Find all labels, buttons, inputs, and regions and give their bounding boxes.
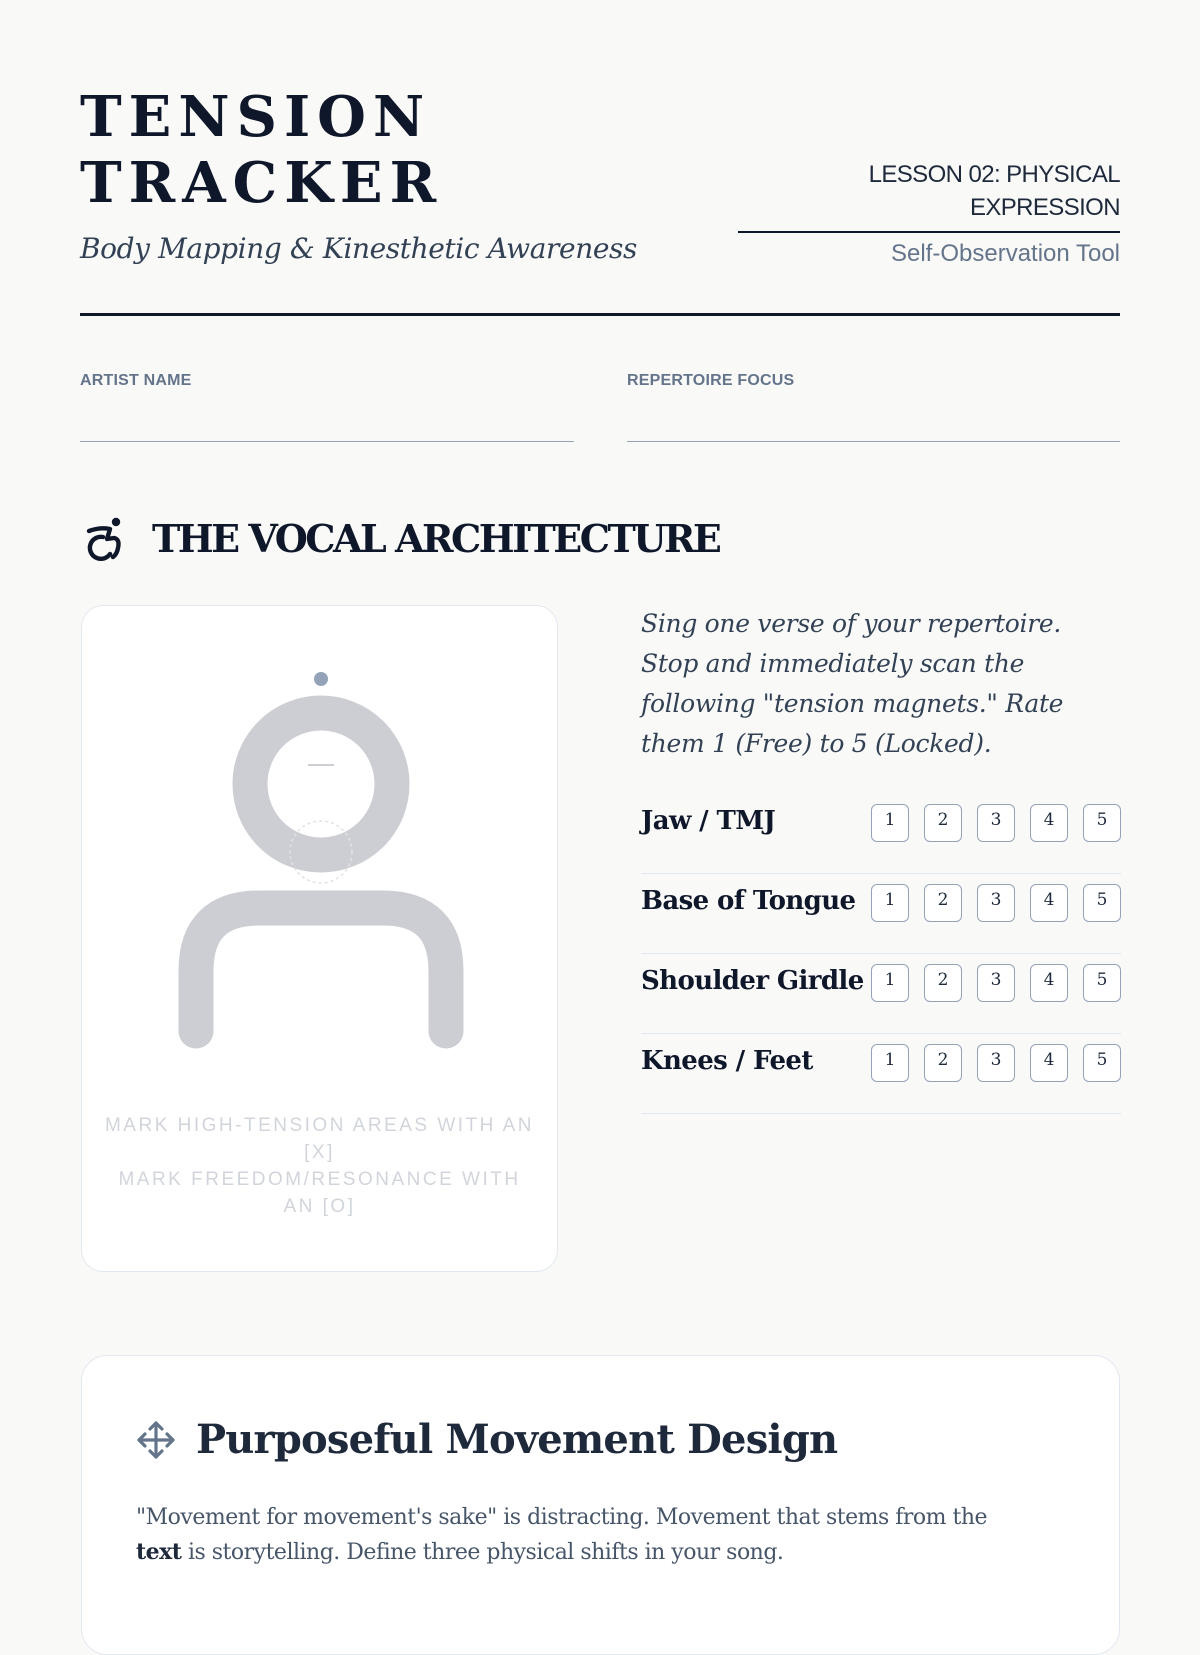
movement-text-emphasis: text: [136, 1539, 182, 1565]
movement-heading: [136, 1416, 837, 1463]
repertoire-focus-label: REPERTOIRE FOCUS: [627, 372, 795, 389]
tension-rating-table: [641, 794, 1121, 1114]
instruction-o: MARK FREEDOM/RESONANCE WITH AN [O]: [118, 1169, 521, 1217]
scan-prompt: Sing one verse of your repertoire. Stop and immediately scan the following "tension magnets." Rate them 1 (Free) to 5 (Locked).: [641, 609, 1064, 758]
rating-row-knees: [641, 1034, 1121, 1114]
rating-row-shoulder: [641, 954, 1121, 1034]
movement-text-part-2: is storytelling. Define three physical shifts in your song.: [187, 1540, 784, 1565]
rating-option-5[interactable]: 5: [1083, 1044, 1121, 1082]
tool-label: Self-Observation Tool: [890, 240, 1120, 267]
page-subtitle: Body Mapping & Kinesthetic Awareness: [80, 232, 637, 265]
rating-options: [856, 964, 1121, 1002]
move-arrows-icon: [136, 1420, 176, 1460]
rating-option-4[interactable]: 4: [1030, 884, 1068, 922]
rating-option-5[interactable]: 5: [1083, 804, 1121, 842]
rating-options: [856, 1044, 1121, 1082]
movement-description: [136, 1501, 1086, 1570]
rating-options: [856, 804, 1121, 842]
rating-option-1[interactable]: 1: [871, 964, 909, 1002]
rating-option-2[interactable]: 2: [924, 804, 962, 842]
rating-option-2[interactable]: 2: [924, 964, 962, 1002]
movement-design-card: [81, 1355, 1120, 1655]
rating-option-4[interactable]: 4: [1030, 1044, 1068, 1082]
rating-option-2[interactable]: 2: [924, 1044, 962, 1082]
rating-option-4[interactable]: 4: [1030, 964, 1068, 1002]
page-title: [80, 84, 443, 216]
rating-option-1[interactable]: 1: [871, 884, 909, 922]
title-line-2: TRACKER: [80, 150, 444, 216]
repertoire-focus-field[interactable]: [627, 441, 1120, 442]
header-divider: [80, 313, 1120, 316]
vocal-architecture-title: THE VOCAL ARCHITECTURE: [152, 515, 720, 561]
rating-label: Jaw / TMJ: [641, 806, 776, 836]
title-line-1: TENSION: [80, 84, 432, 150]
rating-options: [856, 884, 1121, 922]
artist-name-label: ARTIST NAME: [80, 372, 192, 389]
rating-option-5[interactable]: 5: [1083, 964, 1121, 1002]
rating-option-2[interactable]: 2: [924, 884, 962, 922]
movement-text-part-1: "Movement for movement's sake" is distracting. Movement that stems from the: [136, 1505, 988, 1530]
rating-option-5[interactable]: 5: [1083, 884, 1121, 922]
rating-option-1[interactable]: 1: [871, 804, 909, 842]
rating-option-3[interactable]: 3: [977, 1044, 1015, 1082]
rating-option-3[interactable]: 3: [977, 804, 1015, 842]
movement-title: Purposeful Movement Design: [196, 1416, 838, 1463]
rating-label: Shoulder Girdle: [641, 966, 864, 996]
rating-option-1[interactable]: 1: [871, 1044, 909, 1082]
lesson-divider: [738, 231, 1120, 233]
lesson-label: LESSON 02: PHYSICAL EXPRESSION: [868, 161, 1120, 221]
instruction-x: MARK HIGH-TENSION AREAS WITH AN [X]: [104, 1115, 535, 1163]
rating-option-3[interactable]: 3: [977, 884, 1015, 922]
vocal-architecture-heading: [80, 512, 719, 564]
accessibility-icon: [80, 512, 132, 564]
rating-label: Base of Tongue: [641, 886, 856, 916]
rating-option-4[interactable]: 4: [1030, 804, 1068, 842]
rating-option-3[interactable]: 3: [977, 964, 1015, 1002]
body-map-instructions: [101, 1112, 538, 1220]
rating-row-tongue: [641, 874, 1121, 954]
artist-name-field[interactable]: [80, 441, 574, 442]
rating-row-jaw: [641, 794, 1121, 874]
rating-label: Knees / Feet: [641, 1046, 813, 1076]
